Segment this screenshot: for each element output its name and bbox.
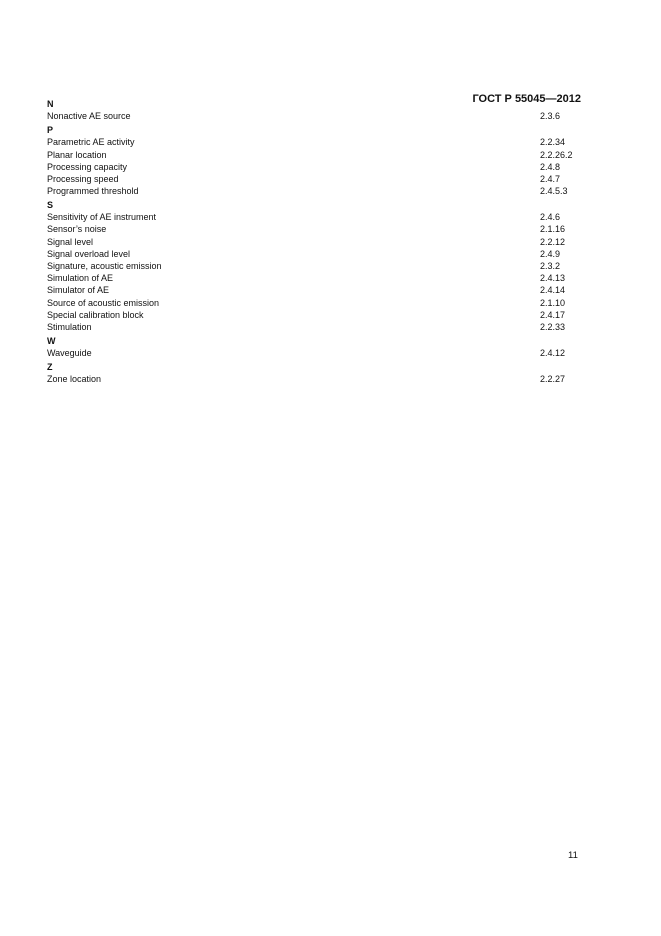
index-entry [47, 284, 587, 296]
entry-term: Signature, acoustic emission [47, 261, 162, 272]
entry-term: Special calibration block [47, 309, 144, 320]
entry-reference: 2.2.33 [540, 321, 566, 332]
index-entry [47, 161, 587, 173]
entry-term: Processing capacity [47, 161, 128, 172]
index-entry [47, 248, 587, 260]
entry-term: Simulation of AE [47, 273, 114, 284]
entry-reference: 2.4.13 [540, 273, 566, 284]
entry-reference: 2.1.10 [540, 297, 566, 308]
term-index [47, 98, 587, 386]
index-entry [47, 110, 587, 122]
entry-term: Waveguide [47, 348, 92, 359]
entry-term: Signal overload level [47, 248, 131, 259]
entry-reference: 2.3.6 [540, 111, 561, 122]
index-entry [47, 321, 587, 333]
entry-term: Nonactive AE source [47, 111, 131, 122]
index-entry [47, 347, 587, 359]
entry-term: Planar location [47, 149, 107, 160]
index-entry [47, 136, 587, 148]
entry-reference: 2.4.8 [540, 161, 561, 172]
index-entry [47, 149, 587, 161]
index-entry [47, 297, 587, 309]
entry-reference: 2.2.34 [540, 137, 566, 148]
index-entry [47, 272, 587, 284]
section-letter: W [47, 335, 56, 346]
index-entry [47, 223, 587, 235]
entry-reference: 2.4.12 [540, 348, 566, 359]
index-entry [47, 211, 587, 223]
entry-reference: 2.3.2 [540, 261, 561, 272]
entry-reference: 2.4.14 [540, 285, 566, 296]
standard-header: ГОСТ Р 55045—2012 [472, 93, 581, 105]
entry-term: Signal level [47, 236, 94, 247]
entry-reference: 2.4.5.3 [540, 186, 568, 197]
entry-reference: 2.2.12 [540, 236, 566, 247]
index-entry [47, 185, 587, 197]
index-entry [47, 173, 587, 185]
entry-term: Zone location [47, 374, 102, 385]
entry-term: Simulator of AE [47, 285, 110, 296]
entry-reference: 2.4.6 [540, 212, 561, 223]
entry-term: Programmed threshold [47, 186, 139, 197]
entry-reference: 2.2.26.2 [540, 149, 573, 160]
entry-term: Processing speed [47, 173, 119, 184]
entry-reference: 2.4.7 [540, 173, 561, 184]
index-entry [47, 309, 587, 321]
entry-reference: 2.1.16 [540, 224, 566, 235]
page-number: 11 [568, 850, 578, 861]
entry-term: Parametric AE activity [47, 137, 135, 148]
section-letter: Z [47, 362, 53, 373]
section-letter: N [47, 99, 54, 109]
entry-reference: 2.2.27 [540, 374, 566, 385]
section-letter: S [47, 200, 54, 211]
entry-term: Source of acoustic emission [47, 297, 160, 308]
entry-term: Stimulation [47, 321, 92, 332]
index-entry [47, 260, 587, 272]
entry-reference: 2.4.9 [540, 248, 561, 259]
entry-term: Sensor’s noise [47, 224, 107, 235]
entry-term: Sensitivity of AE instrument [47, 212, 157, 223]
index-entry [47, 373, 587, 385]
index-entry [47, 236, 587, 248]
entry-reference: 2.4.17 [540, 309, 566, 320]
section-letter: P [47, 125, 54, 136]
